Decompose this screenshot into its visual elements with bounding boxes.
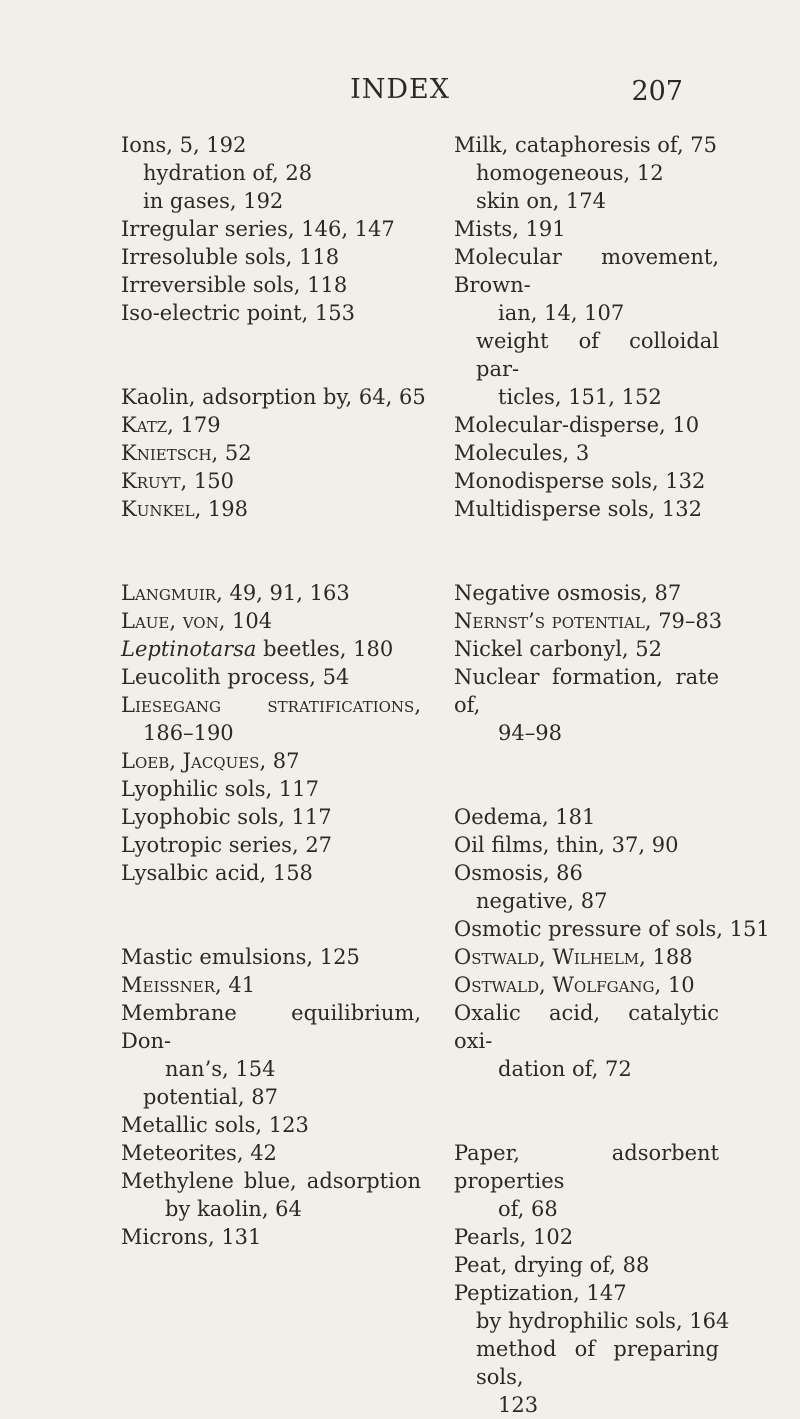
index-entry: 94–98 <box>498 721 562 745</box>
index-entry: Nuclear formation, rate of, <box>454 665 719 717</box>
index-entry: Osmotic pressure of sols, 151 <box>454 917 770 941</box>
index-entry: 123 <box>498 1393 539 1417</box>
index-entry: in gases, 192 <box>143 189 284 213</box>
index-entry: Irresoluble sols, 118 <box>121 245 340 269</box>
running-title: INDEX <box>350 74 450 105</box>
index-entry: Milk, cataphoresis of, 75 <box>454 133 718 157</box>
section-gap <box>121 887 421 943</box>
index-entry: Kruyt, 150 <box>121 469 234 493</box>
index-entry: potential, 87 <box>143 1085 278 1109</box>
index-entry: Paper, adsorbent properties <box>454 1141 719 1193</box>
index-entry: Lyophilic sols, 117 <box>121 777 319 801</box>
index-entry: Nickel carbonyl, 52 <box>454 637 662 661</box>
index-entry: Ostwald, Wolfgang, 10 <box>454 973 695 997</box>
index-entry: ian, 14, 107 <box>498 301 625 325</box>
index-entry: Kaolin, adsorption by, 64, 65 <box>121 385 426 409</box>
index-entry: 186–190 <box>143 721 234 745</box>
page-number: 207 <box>631 76 683 107</box>
index-entry: Meissner, 41 <box>121 973 256 997</box>
index-entry: Osmosis, 86 <box>454 861 583 885</box>
index-entry: Nernst’s potential, 79–83 <box>454 609 723 633</box>
index-entry: Metallic sols, 123 <box>121 1113 309 1137</box>
index-entry: Membrane equilibrium, Don- <box>121 1001 421 1053</box>
index-entry: Meteorites, 42 <box>121 1141 277 1165</box>
section-gap <box>454 1083 719 1139</box>
index-entry: Molecular-disperse, 10 <box>454 413 700 437</box>
index-entry: Ions, 5, 192 <box>121 133 247 157</box>
index-entry: by kaolin, 64 <box>165 1197 302 1221</box>
index-entry: negative, 87 <box>476 889 608 913</box>
index-entry: weight of colloidal par- <box>476 329 719 381</box>
index-entry: Methylene blue, adsorption <box>121 1169 421 1193</box>
index-entry: Microns, 131 <box>121 1225 262 1249</box>
index-entry: Leucolith process, 54 <box>121 665 350 689</box>
index-column-right <box>454 131 770 1419</box>
index-entry: Peptization, 147 <box>454 1281 627 1305</box>
index-entry: ticles, 151, 152 <box>498 385 662 409</box>
index-entry: Mists, 191 <box>454 217 566 241</box>
index-entry: Liesegang stratifications, <box>121 693 421 717</box>
index-entry: Langmuir, 49, 91, 163 <box>121 581 350 605</box>
section-gap <box>121 327 421 383</box>
index-entry: hydration of, 28 <box>143 161 313 185</box>
index-entry: Peat, drying of, 88 <box>454 1253 650 1277</box>
index-entry: of, 68 <box>498 1197 558 1221</box>
index-entry: Laue, von, 104 <box>121 609 273 633</box>
index-entry: Iso-electric point, 153 <box>121 301 355 325</box>
index-entry: skin on, 174 <box>476 189 607 213</box>
index-entry: Lyotropic series, 27 <box>121 833 333 857</box>
index-entry: Monodisperse sols, 132 <box>454 469 706 493</box>
index-entry: Katz, 179 <box>121 413 221 437</box>
index-entry: Loeb, Jacques, 87 <box>121 749 300 773</box>
index-entry: nan’s, 154 <box>165 1057 276 1081</box>
index-entry: Knietsch, 52 <box>121 441 252 465</box>
index-entry: Oedema, 181 <box>454 805 596 829</box>
index-entry: Mastic emulsions, 125 <box>121 945 360 969</box>
index-entry: Kunkel, 198 <box>121 497 249 521</box>
index-entry: Multidisperse sols, 132 <box>454 497 702 521</box>
section-gap <box>454 747 719 803</box>
index-entry: Irregular series, 146, 147 <box>121 217 395 241</box>
section-gap <box>121 523 421 579</box>
index-entry: Oxalic acid, catalytic oxi- <box>454 1001 719 1053</box>
index-entry: Irreversible sols, 118 <box>121 273 348 297</box>
index-entry: Molecular movement, Brown- <box>454 245 719 297</box>
index-column-left <box>121 131 426 1251</box>
index-entry: by hydrophilic sols, 164 <box>476 1309 730 1333</box>
index-entry: homogeneous, 12 <box>476 161 664 185</box>
index-entry: Negative osmosis, 87 <box>454 581 682 605</box>
index-entry: Ostwald, Wilhelm, 188 <box>454 945 693 969</box>
index-entry: Lyophobic sols, 117 <box>121 805 332 829</box>
page-header <box>0 74 800 110</box>
index-entry: Leptinotarsa beetles, 180 <box>121 637 394 661</box>
index-entry: Oil films, thin, 37, 90 <box>454 833 679 857</box>
section-gap <box>454 523 719 579</box>
index-entry: Lysalbic acid, 158 <box>121 861 313 885</box>
index-entry: method of preparing sols, <box>476 1337 719 1389</box>
index-entry: Pearls, 102 <box>454 1225 574 1249</box>
index-entry: Molecules, 3 <box>454 441 590 465</box>
index-entry: dation of, 72 <box>498 1057 632 1081</box>
